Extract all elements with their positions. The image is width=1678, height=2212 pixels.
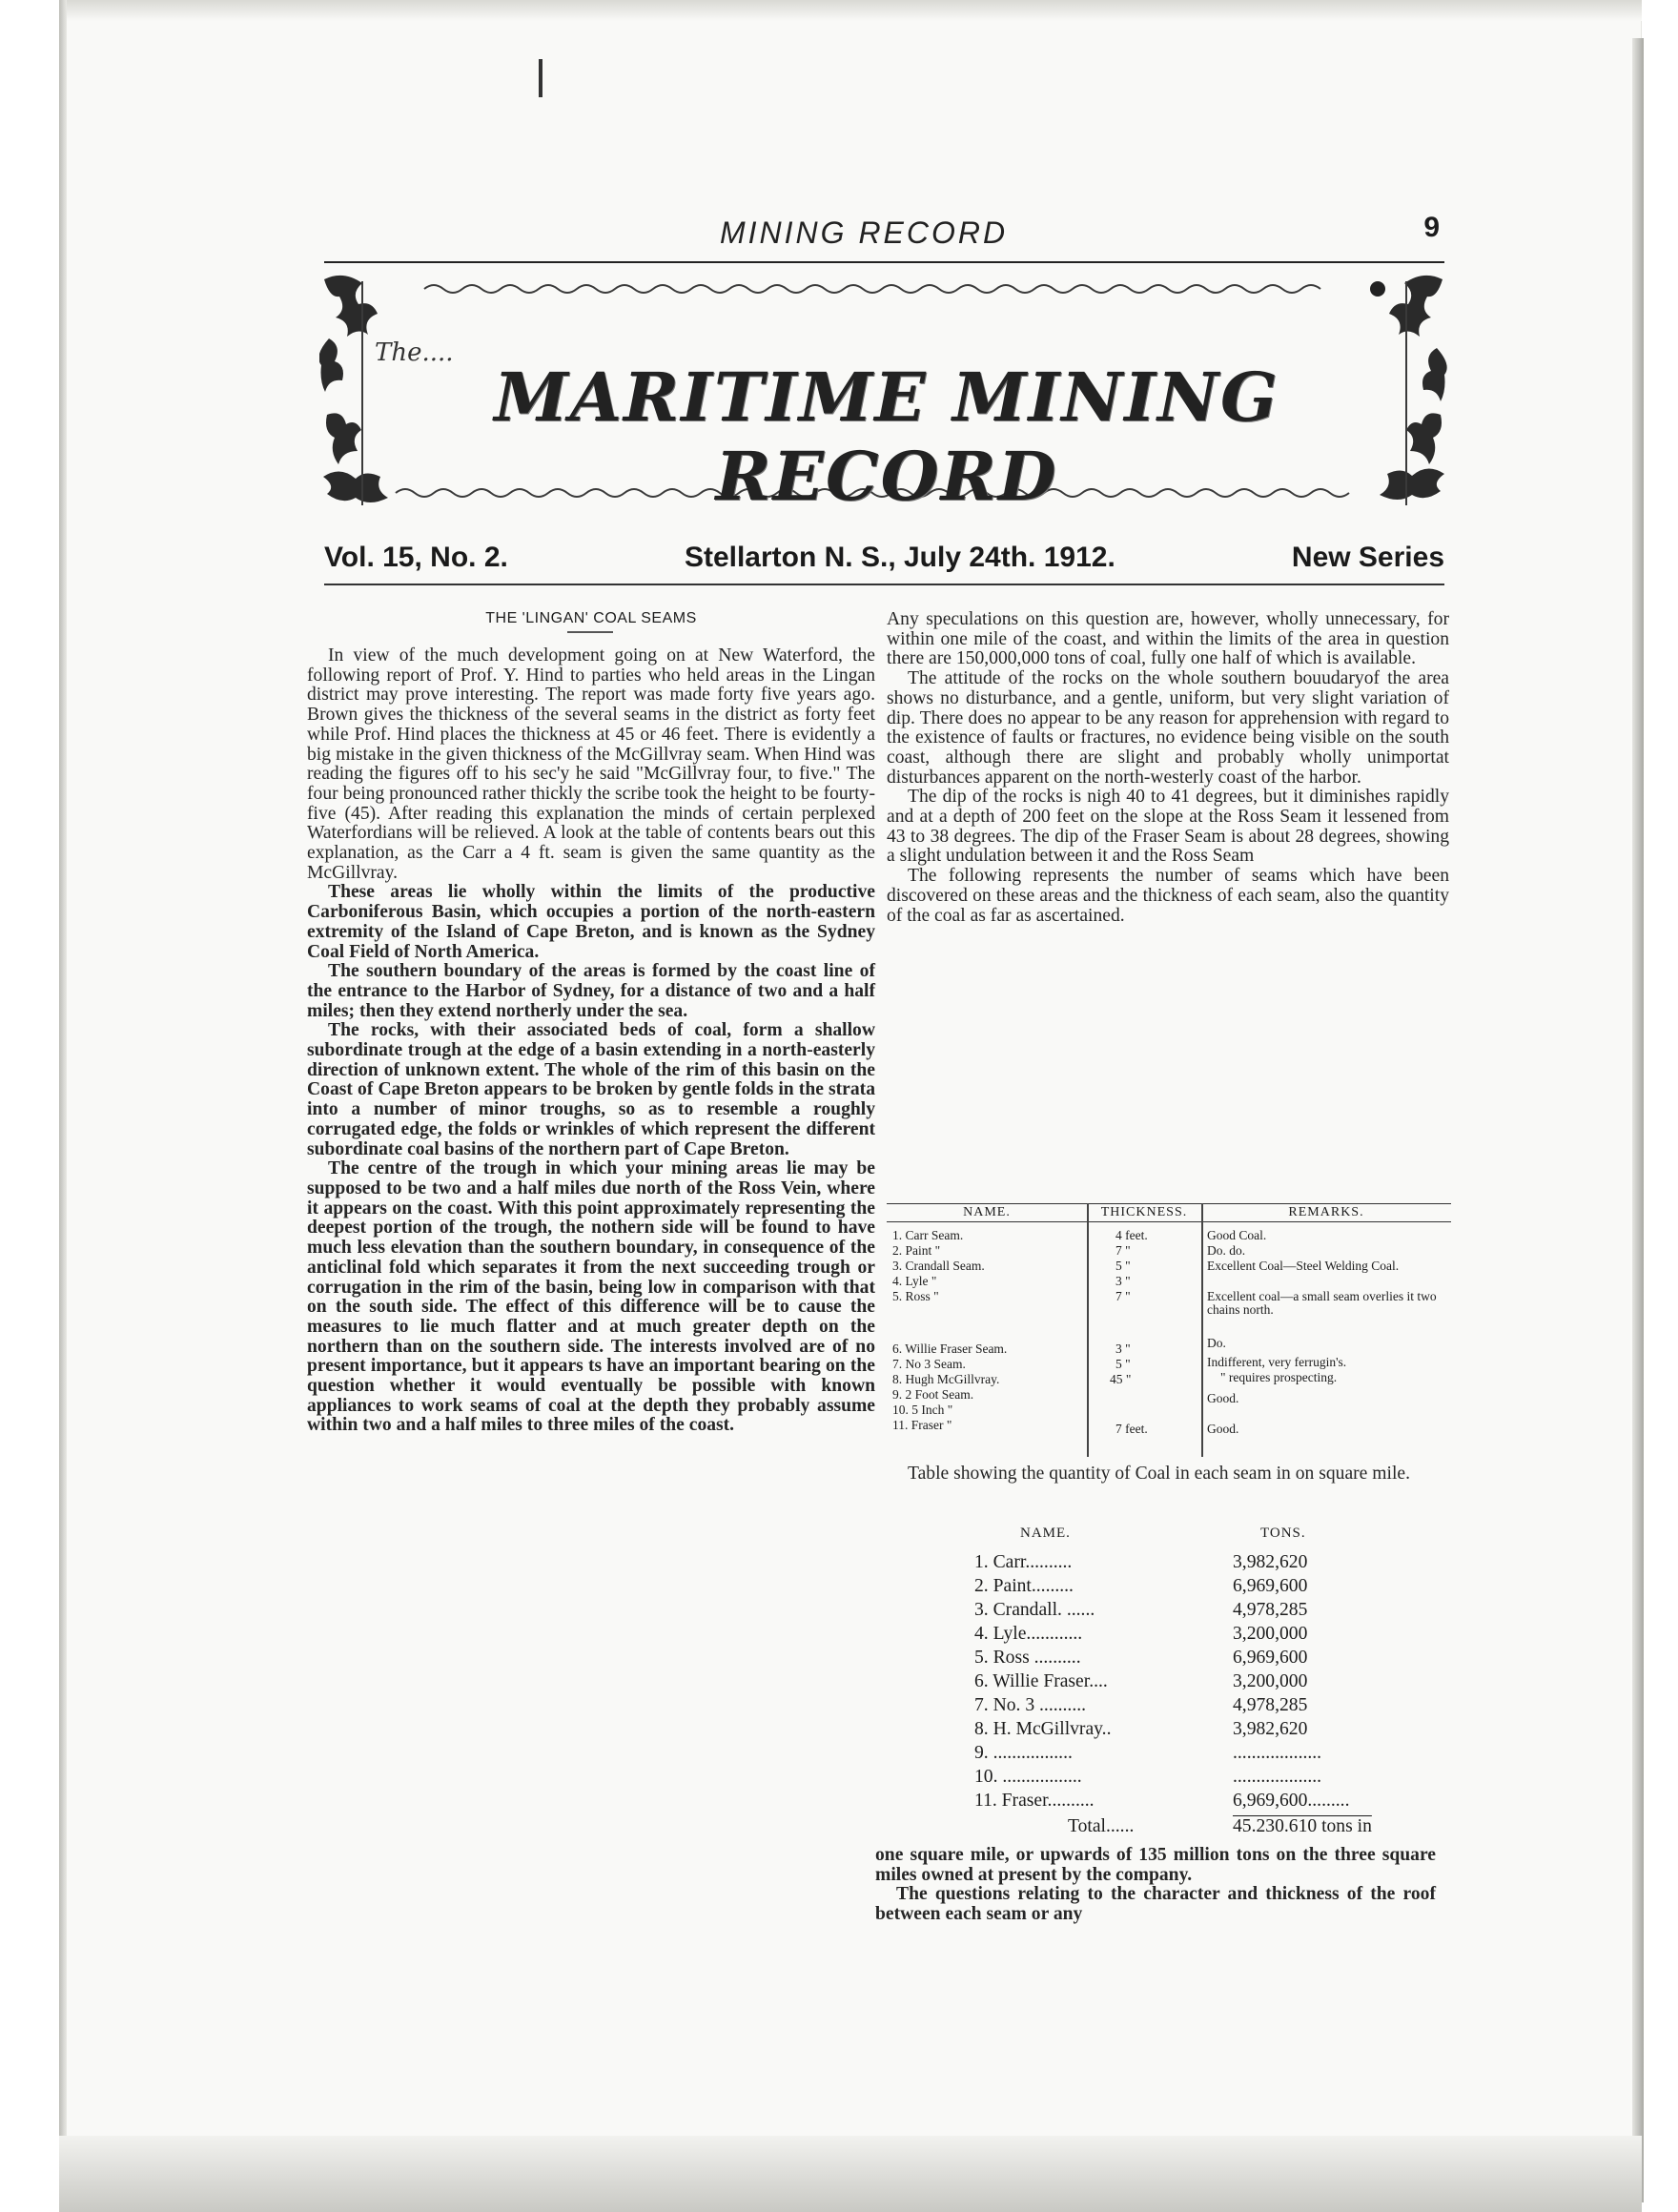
seam-thickness: 45 " [1110, 1372, 1132, 1386]
tons-row-value: 3,200,000 [1233, 1624, 1308, 1644]
seam-remarks: Good. [1207, 1422, 1239, 1436]
tons-row-name: 3. Crandall. ...... [974, 1600, 1095, 1620]
table-header-remarks: REMARKS. [1201, 1203, 1451, 1222]
page-bottom-curl [59, 2136, 1642, 2212]
article-paragraph: The rocks, with their associated beds of coal, form a shallow subordinate trough at the edge of a basin extending in a north-easterly direction of unknown extent. The whole of the rim of this basin on the Coast of Cape Breton appears to be broken by gentle folds in the strata into a number of minor troughs, so as to resemble a roughly corrugated edge, the folds or wrinkles of which represent the different subordinate coal basins of the northern part of Cape Breton. [307, 1020, 875, 1159]
seam-remarks: Excellent Coal—Steel Welding Coal. [1207, 1259, 1400, 1273]
tons-row [963, 1719, 1459, 1743]
seam-name: 5. Ross " [892, 1289, 939, 1303]
seam-thickness: 7 feet. [1115, 1422, 1148, 1436]
tons-row [963, 1791, 1459, 1814]
tons-row [963, 1743, 1459, 1767]
tons-row-value: ................... [1233, 1743, 1322, 1763]
tons-row-name: 4. Lyle............ [974, 1624, 1083, 1644]
table-divider [1201, 1203, 1203, 1457]
article-paragraph: Any speculations on this question are, however, wholly unnecessary, for within one mile of the coast, and within the limits of the area in question there are 150,000,000 tons of coal, fully one half of which is available. [887, 609, 1449, 669]
tons-row-name: 2. Paint......... [974, 1576, 1074, 1596]
tons-total-row [963, 1816, 1459, 1840]
seam-remarks: " requires prospecting. [1220, 1370, 1338, 1384]
article-paragraph: The southern boundary of the areas is formed by the coast line of the entrance to the Harbor of Sydney, for a distance of two and a half miles; then they extend northerly under the sea. [307, 961, 875, 1021]
tons-total-label: Total...... [1068, 1816, 1135, 1836]
issue-place-date: Stellarton N. S., July 24th. 1912. [684, 542, 1115, 573]
article-paragraph: The questions relating to the character and thickness of the roof between each seam or any [875, 1884, 1436, 1925]
issue-line [324, 542, 1444, 574]
issue-series: New Series [1291, 542, 1444, 573]
seam-name: 3. Crandall Seam. [892, 1259, 985, 1273]
seam-thickness: 5 " [1115, 1357, 1131, 1371]
tons-row-name: 6. Willie Fraser.... [974, 1671, 1108, 1691]
tons-row-value: 3,982,620 [1233, 1719, 1308, 1739]
tons-caption: Table showing the quantity of Coal in each seam in on square mile. [908, 1464, 1410, 1484]
article-title-rule [567, 631, 613, 633]
tons-row-name: 1. Carr.......... [974, 1552, 1073, 1572]
article-paragraph: In view of the much development going on at New Waterford, the following report of Prof. Y. Hind to parties who held areas in the Lingan district may prove interesting. The report was made forty five years ago. Brown gives the thickness of the several seams in the district as forty feet while Prof. Hind places the thickness at 45 or 46 feet. There is evidently a big mistake in the given thickness of the McGillvray seam. When Hind was reading the figures off to his sec'y he said "McGillvray four, to five." The four being pronounced rather thickly the scribe took the height to be fourty-five (45). After reading this explanation the minds of certain perplexed Waterfordians will be relieved. A look at the table of contents bears out this explanation, as the Carr a 4 ft. seam is given the same quantity as the McGillvray. [307, 645, 875, 883]
tons-row-value: 4,978,285 [1233, 1600, 1308, 1620]
tons-row [963, 1648, 1459, 1671]
tons-header-tons: TONS. [1260, 1526, 1306, 1541]
article-closing [875, 1846, 1436, 1925]
seam-name: 2. Paint " [892, 1243, 941, 1258]
ink-mark [539, 59, 542, 97]
seam-thickness: 4 feet. [1115, 1228, 1148, 1242]
tons-row [963, 1767, 1459, 1791]
seam-remarks: Good. [1207, 1391, 1239, 1405]
seam-name: 4. Lyle " [892, 1274, 937, 1288]
seam-name: 1. Carr Seam. [892, 1228, 964, 1242]
seam-thickness: 5 " [1115, 1259, 1131, 1273]
seam-name: 11. Fraser " [892, 1418, 952, 1432]
seam-thickness: 7 " [1115, 1243, 1131, 1258]
tons-row [963, 1600, 1459, 1624]
tons-row-value: ................... [1233, 1767, 1322, 1787]
article-paragraph: The dip of the rocks is nigh 40 to 41 degrees, but it diminishes rapidly and at a depth of 200 feet on the slope at the Ross Seam it lessened from 43 to 38 degrees. The dip of the Fraser Seam is about 28 degrees, showing a slight undulation between it and the Ross Seam [887, 787, 1449, 867]
issue-volume: Vol. 15, No. 2. [324, 542, 508, 573]
seam-remarks: Excellent coal—a small seam overlies it two chains north. [1207, 1289, 1437, 1317]
article-right-column [887, 610, 1449, 926]
seam-name: 8. Hugh McGillvray. [892, 1372, 1000, 1386]
tons-row-name: 10. ................. [974, 1767, 1082, 1787]
seam-name: 9. 2 Foot Seam. [892, 1387, 974, 1402]
tons-row-name: 9. ................. [974, 1743, 1073, 1763]
tons-total-value: 45.230.610 tons in [1233, 1816, 1372, 1836]
issue-rule [324, 584, 1444, 585]
seam-remarks: Indifferent, very ferrugin's. [1207, 1355, 1347, 1369]
masthead [319, 272, 1449, 515]
article-paragraph: The attitude of the rocks on the whole southern bouudaryof the area shows no disturbance, and a gentle, uniform, but very slight variation of dip. There does no appear to be any reason for apprehension with regard to the existence of faults or fractures, no evidence being visible on the south coast, although there are slight and probably wholly unimportat disturbances apparent on the north-westerly coast of the harbor. [887, 668, 1449, 788]
article-title: THE 'LINGAN' COAL SEAMS [485, 610, 697, 626]
article-left-column [307, 646, 875, 1436]
page-top-shadow [59, 0, 1642, 21]
tons-caption-block [887, 1464, 1451, 1485]
seam-thickness: 3 " [1115, 1274, 1131, 1288]
seam-remarks: Do. [1207, 1336, 1226, 1350]
tons-row-name: 7. No. 3 .......... [974, 1695, 1087, 1715]
running-title: MINING RECORD [720, 215, 1009, 250]
masthead-title: MARITIME MINING RECORD [494, 358, 1279, 516]
running-head [324, 212, 1444, 263]
tons-row-name: 11. Fraser.......... [974, 1791, 1095, 1811]
tons-row [963, 1695, 1459, 1719]
tons-row [963, 1671, 1459, 1695]
tons-row-value: 6,969,600 [1233, 1576, 1308, 1596]
tons-row [963, 1576, 1459, 1600]
tons-row [963, 1624, 1459, 1648]
tons-row-value: 6,969,600......... [1233, 1791, 1350, 1811]
table-divider [1087, 1203, 1089, 1457]
tons-row-value: 3,982,620 [1233, 1552, 1308, 1572]
seam-thickness: 3 " [1115, 1342, 1131, 1356]
seam-thickness: 7 " [1115, 1289, 1131, 1303]
seam-remarks: Do. do. [1207, 1243, 1246, 1258]
tons-row-value: 3,200,000 [1233, 1671, 1308, 1691]
tons-row [963, 1552, 1459, 1576]
article-paragraph: These areas lie wholly within the limits of the productive Carboniferous Basin, which occupies a portion of the north-eastern extremity of the Island of Cape Breton, and is known as the Sydney Coal Field of North America. [307, 882, 875, 962]
seam-remarks: Good Coal. [1207, 1228, 1267, 1242]
table-header-thickness: THICKNESS. [1087, 1203, 1201, 1222]
seam-name: 6. Willie Fraser Seam. [892, 1342, 1008, 1356]
seam-name: 10. 5 Inch " [892, 1403, 953, 1417]
article-paragraph: The centre of the trough in which your mining areas lie may be supposed to be two and a half miles due north of the Ross Vein, where it appears on the coast. With this point approximately representing the deepest portion of the trough, the nothern side will be found to have much less elevation than the southern boundary, in consequence of the anticlinal fold which separates it from the next succeeding trough or corrugation in the rim of the basin, being low in comparison with that on the south side. The effect of this difference will be to cause the measures to lie much flatter and at much greater depth on the northern than on the southern side. The interests involved are of no present importance, but it appears ts have an important bearing on the question whether it would eventually be possible with known appliances to work seams of coal at the depth they probably assume within two and a half miles to three miles of the coast. [307, 1158, 875, 1436]
page-right-edge [1632, 38, 1644, 2202]
article-paragraph: one square mile, or upwards of 135 million tons on the three square miles owned at present by the company. [875, 1845, 1436, 1885]
tons-row-name: 8. H. McGillvray.. [974, 1719, 1112, 1739]
masthead-prefix: The.... [375, 338, 454, 367]
tons-row-value: 6,969,600 [1233, 1648, 1308, 1668]
table-header-name: NAME. [887, 1203, 1087, 1222]
article-paragraph: The following represents the number of seams which have been discovered on these areas and the thickness of each seam, also the quantity of the coal as far as ascertained. [887, 866, 1449, 926]
seam-name: 7. No 3 Seam. [892, 1357, 966, 1371]
page-number: 9 [1423, 212, 1440, 243]
tons-header-name: NAME. [1020, 1526, 1071, 1541]
page-left-edge [59, 0, 67, 2212]
tons-row-name: 5. Ross .......... [974, 1648, 1081, 1668]
tons-row-value: 4,978,285 [1233, 1695, 1308, 1715]
